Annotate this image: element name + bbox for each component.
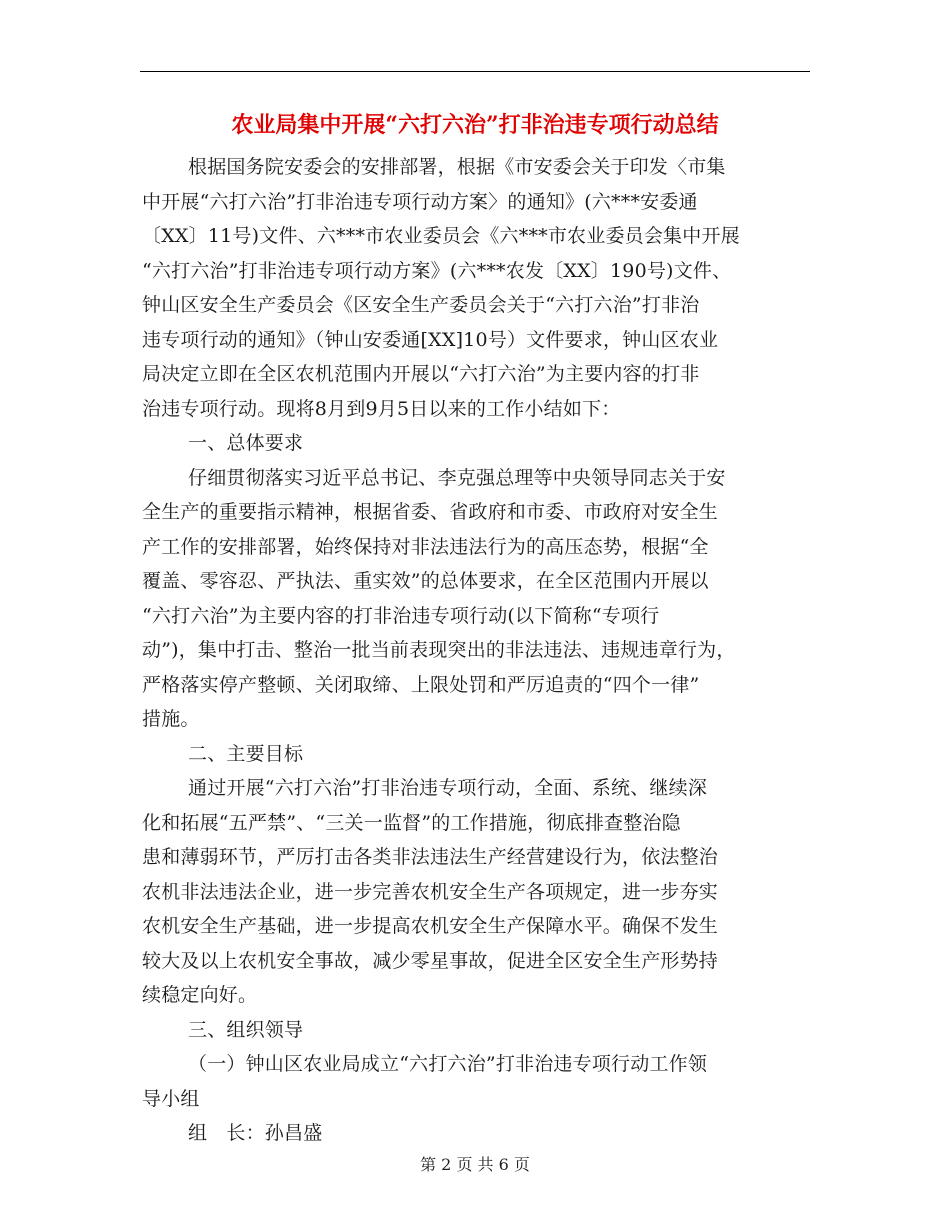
- text-line: 动”)，集中打击、整治一批当前表现突出的非法违法、违规违章行为，: [142, 639, 736, 661]
- text-line: 三、组织领导: [188, 1018, 304, 1041]
- text-line: 严格落实停产整顿、关闭取缔、上限处罚和严厉追责的“四个一律”: [142, 673, 700, 696]
- text-line: 患和薄弱环节，严厉打击各类非法违法生产经营建设行为，依法整治: [142, 846, 719, 868]
- text-line: 产工作的安排部署，始终保持对非法违法行为的高压态势，根据“全: [142, 535, 709, 558]
- text-line: 组 长：孙昌盛: [188, 1122, 323, 1144]
- page-number-footer: 第 2 页 共 6 页: [420, 1155, 530, 1174]
- document-body: [142, 150, 812, 1151]
- text-line: 中开展“六打六治”打非治违专项行动方案〉的通知》(六***安委通: [142, 190, 698, 213]
- text-line: 违专项行动的通知》（钟山安委通[XX]10号）文件要求，钟山区农业: [142, 328, 719, 351]
- text-line: 局决定立即在全区农机范围内开展以“六打六治”为主要内容的打非: [142, 363, 700, 385]
- text-line: “六打六治”为主要内容的打非治违专项行动(以下简称“专项行: [142, 604, 660, 627]
- text-line: （一）钟山区农业局成立“六打六治”打非治违专项行动工作领: [188, 1053, 708, 1075]
- text-line: 农机安全生产基础，进一步提高农机安全生产保障水平。确保不发生: [142, 915, 719, 937]
- text-line: 覆盖、零容忍、严执法、重实效”的总体要求，在全区范围内开展以: [142, 570, 709, 592]
- text-line: 全生产的重要指示精神，根据省委、省政府和市委、市政府对安全生: [142, 501, 719, 523]
- text-line: 化和拓展“五严禁”、“三关一监督”的工作措施，彻底排查整治隐: [142, 811, 681, 834]
- text-line: 根据国务院安委会的安排部署，根据《市安委会关于印发〈市集: [188, 156, 726, 178]
- text-line: 二、主要目标: [188, 742, 304, 765]
- document-title: 农业局集中开展“六打六治”打非治违专项行动总结: [231, 112, 719, 138]
- text-line: 仔细贯彻落实习近平总书记、李克强总理等中央领导同志关于安: [188, 466, 726, 489]
- text-line: 较大及以上农机安全事故，减少零星事故，促进全区安全生产形势持: [142, 949, 719, 972]
- text-line: 农机非法违法企业，进一步完善农机安全生产各项规定，进一步夯实: [142, 880, 719, 903]
- text-line: 措施。: [142, 708, 200, 730]
- text-line: 治违专项行动。现将8月到9月5日以来的工作小结如下：: [142, 397, 621, 420]
- text-line: 通过开展“六打六治”打非治违专项行动，全面、系统、继续深: [188, 777, 708, 799]
- text-line: 〔XX〕11号)文件、六***市农业委员会《六***市农业委员会集中开展: [142, 225, 740, 247]
- text-line: 一、总体要求: [188, 432, 304, 454]
- text-line: 续稳定向好。: [142, 984, 258, 1006]
- text-line: 导小组: [142, 1087, 200, 1110]
- text-line: “六打六治”打非治违专项行动方案》(六***农发〔XX〕190号)文件、: [142, 259, 732, 282]
- text-line: 钟山区安全生产委员会《区安全生产委员会关于“六打六治”打非治: [142, 294, 700, 316]
- header-rule: [140, 71, 810, 72]
